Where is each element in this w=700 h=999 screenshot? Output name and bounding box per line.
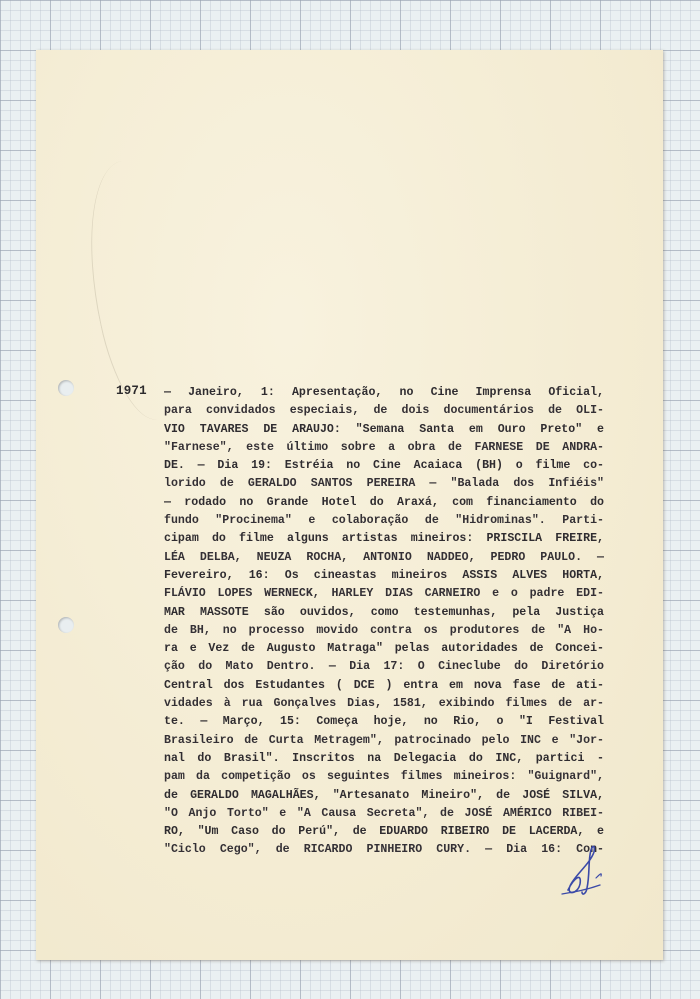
handwritten-signature	[560, 838, 610, 900]
text-line: FLÁVIO LOPES WERNECK, HARLEY DIAS CARNEIRO e o padre EDI-	[164, 587, 604, 601]
text-line: lorido de GERALDO SANTOS PEREIRA — "Balada dos Infiéis"	[164, 477, 604, 491]
typewritten-text	[164, 384, 604, 860]
text-line: cipam do filme alguns artistas mineiros: PRISCILA FREIRE,	[164, 532, 604, 546]
text-line: de GERALDO MAGALHÃES, "Artesanato Mineiro", de JOSÉ SILVA,	[164, 788, 604, 802]
text-line: nal do Brasil". Inscritos na Delegacia do INC, partici -	[164, 751, 604, 765]
text-line: Central dos Estudantes ( DCE ) entra em nova fase de ati-	[164, 678, 604, 692]
text-line: "O Anjo Torto" e "A Causa Secreta", de JOSÉ AMÉRICO RIBEI-	[164, 806, 604, 820]
text-line: VIO TAVARES DE ARAUJO: "Semana Santa em Ouro Preto" e	[164, 422, 604, 436]
punch-hole-lower	[58, 617, 74, 633]
text-line: ção do Mato Dentro. — Dia 17: O Cineclube do Diretório	[164, 660, 604, 674]
text-line: "Ciclo Cego", de RICARDO PINHEIRO CURY. — Dia 16: Con-	[164, 843, 604, 857]
text-line: LÉA DELBA, NEUZA ROCHA, ANTONIO NADDEO, PEDRO PAULO. —	[164, 550, 604, 564]
entry-year: 1971	[116, 384, 147, 398]
text-line: Brasileiro de Curta Metragem", patrocinado pelo INC e "Jor-	[164, 733, 604, 747]
signature-stroke	[596, 874, 601, 878]
text-line: pam da competição os seguintes filmes mineiros: "Guignard",	[164, 770, 604, 784]
text-line: — Janeiro, 1: Apresentação, no Cine Imprensa Oficial,	[164, 386, 604, 399]
text-line: para convidados especiais, de dois documentários de OLI-	[164, 404, 604, 418]
signature-stroke	[568, 846, 594, 894]
text-line: MAR MASSOTE são ouvidos, como testemunhas, pela Justiça	[164, 605, 604, 619]
text-line: "Farnese", este último sobre a obra de FARNESE DE ANDRA-	[164, 440, 604, 454]
text-line: RO, "Um Caso do Perú", de EDUARDO RIBEIRO DE LACERDA, e	[164, 825, 604, 839]
text-line: vidades à rua Gonçalves Dias, 1581, exibindo filmes de ar-	[164, 697, 604, 711]
text-line: de BH, no processo movido contra os produtores de "A Ho-	[164, 623, 604, 637]
text-line: Fevereiro, 16: Os cineastas mineiros ASSIS ALVES HORTA,	[164, 568, 604, 582]
text-line: te. — Março, 15: Começa hoje, no Rio, o "I Festival	[164, 715, 604, 729]
text-line: fundo "Procinema" e colaboração de "Hidrominas". Parti-	[164, 514, 604, 528]
punch-hole-upper	[58, 380, 74, 396]
text-line: — rodado no Grande Hotel do Araxá, com financiamento do	[164, 495, 604, 509]
text-line: ra e Vez de Augusto Matraga" pelas autoridades de Concei-	[164, 642, 604, 656]
text-line: DE. — Dia 19: Estréia no Cine Acaiaca (BH) o filme co-	[164, 459, 604, 473]
